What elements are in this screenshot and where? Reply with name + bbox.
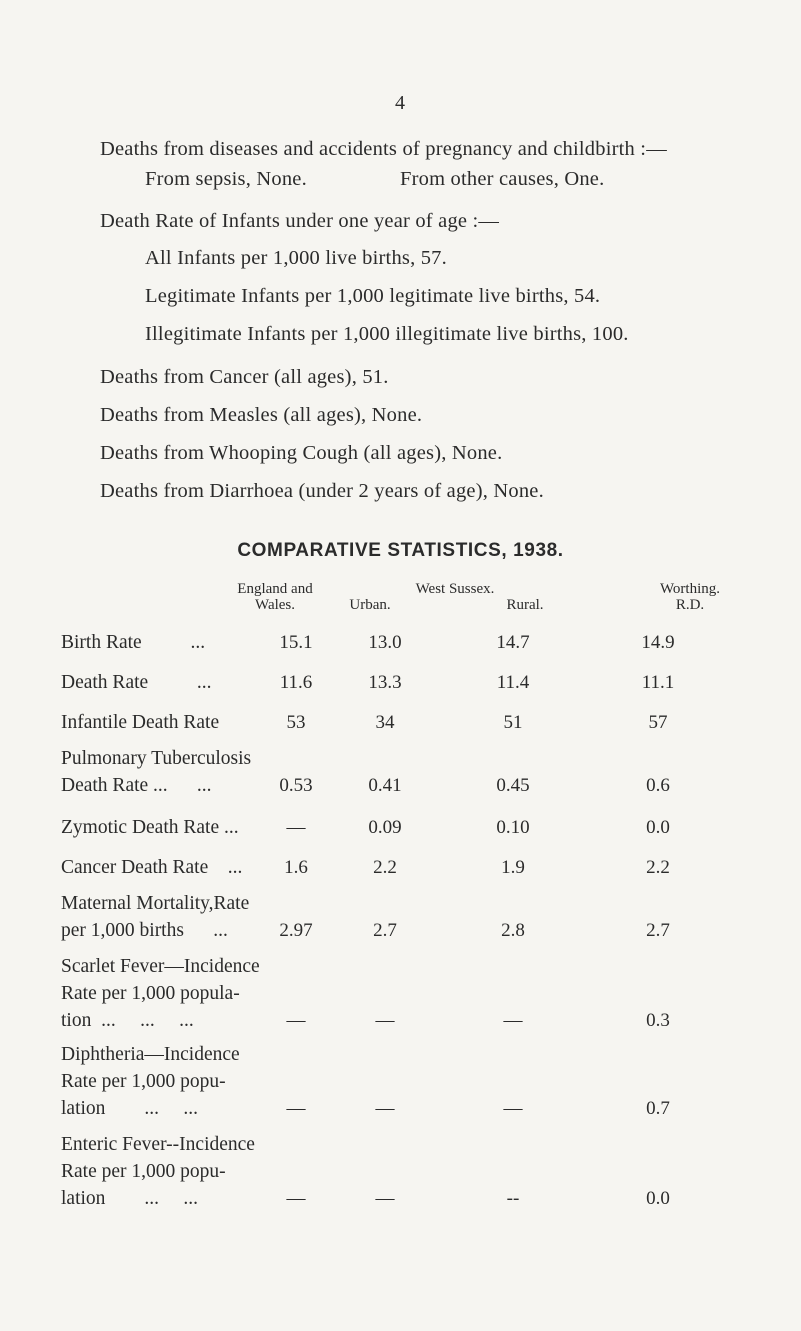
column-header-urban: Urban.: [349, 597, 391, 613]
maternal-deaths-heading: Deaths from diseases and accidents of pregnancy and childbirth :—: [100, 138, 667, 160]
table-row-label: [61, 629, 205, 656]
table-row-label-line: Infantile Death Rate: [61, 712, 220, 733]
maternal-sepsis-text: From sepsis, None.: [145, 168, 307, 190]
table-cell: 53: [286, 712, 306, 733]
whooping-cough-deaths-text: Deaths from Whooping Cough (all ages), None.: [100, 442, 503, 464]
table-row-label: [61, 1131, 255, 1212]
column-header-rural: Rural.: [506, 597, 544, 613]
table-cell: 0.45: [496, 775, 530, 796]
table-cell: 1.9: [501, 857, 525, 878]
table-row-label: [61, 709, 219, 736]
table-cell: 0.09: [368, 817, 402, 838]
table-cell: 0.53: [279, 775, 313, 796]
diarrhoea-deaths-text: Deaths from Diarrhoea (under 2 years of age), None.: [100, 480, 544, 502]
table-title: COMPARATIVE STATISTICS, 1938.: [237, 540, 564, 561]
table-row-label-line: Scarlet Fever—Incidence: [61, 956, 260, 977]
table-row-label-line: tion ... ... ...: [61, 1010, 194, 1031]
table-cell: 57: [648, 712, 668, 733]
infant-all-text: All Infants per 1,000 live births, 57.: [145, 247, 447, 269]
table-cell: 1.6: [284, 857, 308, 878]
column-header-england-line1: England and: [237, 581, 313, 597]
table-cell: 14.9: [641, 632, 675, 653]
table-cell: 0.0: [646, 817, 670, 838]
table-row-label: [61, 814, 239, 841]
table-row-label-line: Rate per 1,000 popu-: [61, 1161, 226, 1182]
measles-deaths-text: Deaths from Measles (all ages), None.: [100, 404, 423, 426]
table-cell: —: [375, 1010, 395, 1031]
table-cell: 11.6: [279, 672, 313, 693]
infant-legitimate-text: Legitimate Infants per 1,000 legitimate live births, 54.: [145, 285, 601, 307]
table-cell: 2.2: [373, 857, 397, 878]
cancer-deaths-text: Deaths from Cancer (all ages), 51.: [100, 366, 389, 388]
table-row-label: [61, 890, 249, 944]
table-cell: —: [375, 1098, 395, 1119]
table-row-label-line: Cancer Death Rate ...: [61, 857, 243, 878]
table-cell: 0.41: [368, 775, 402, 796]
table-row-label-line: Rate per 1,000 popu-: [61, 1071, 226, 1092]
table-cell: 14.7: [496, 632, 530, 653]
table-row-label-line: Enteric Fever--Incidence: [61, 1134, 255, 1155]
table-cell: 11.1: [641, 672, 675, 693]
table-row-label-line: Rate per 1,000 popula-: [61, 983, 240, 1004]
table-row-label-line: Birth Rate ...: [61, 632, 206, 653]
table-cell: —: [286, 817, 306, 838]
table-cell: 15.1: [279, 632, 313, 653]
table-cell: 13.3: [368, 672, 402, 693]
table-row-label-line: lation ... ...: [61, 1098, 199, 1119]
table-row-label-line: Death Rate ... ...: [61, 775, 212, 796]
table-row-label: [61, 854, 242, 881]
infant-illegitimate-text: Illegitimate Infants per 1,000 illegitimate live births, 100.: [145, 323, 629, 345]
table-cell: 2.2: [646, 857, 670, 878]
table-cell: 34: [375, 712, 395, 733]
page-number: 4: [395, 92, 405, 114]
table-cell: 2.8: [501, 920, 525, 941]
table-row-label-line: Zymotic Death Rate ...: [61, 817, 239, 838]
table-cell: 2.7: [373, 920, 397, 941]
column-header-west-sussex: West Sussex.: [415, 581, 495, 597]
table-row-label-line: Maternal Mortality,Rate: [61, 893, 250, 914]
table-cell: 0.3: [646, 1010, 670, 1031]
table-cell: 0.10: [496, 817, 530, 838]
column-header-england-line2: Wales.: [254, 597, 296, 613]
table-row-label-line: per 1,000 births ...: [61, 920, 228, 941]
column-header-worthing-line2: R.D.: [675, 597, 705, 613]
table-row-label: [61, 1041, 240, 1122]
table-cell: —: [375, 1188, 395, 1209]
table-cell: 2.7: [646, 920, 670, 941]
table-cell: 11.4: [496, 672, 530, 693]
maternal-other-text: From other causes, One.: [400, 168, 605, 190]
table-cell: 0.7: [646, 1098, 670, 1119]
table-cell: —: [286, 1098, 306, 1119]
table-cell: 0.6: [646, 775, 670, 796]
table-cell: 0.0: [646, 1188, 670, 1209]
table-cell: 51: [503, 712, 523, 733]
table-row-label-line: Diphtheria—Incidence: [61, 1044, 240, 1065]
column-header-worthing-line1: Worthing.: [659, 581, 721, 597]
table-row-label-line: Death Rate ...: [61, 672, 212, 693]
table-cell: --: [506, 1188, 520, 1209]
table-row-label-line: lation ... ...: [61, 1188, 199, 1209]
table-cell: 2.97: [279, 920, 313, 941]
table-cell: —: [286, 1188, 306, 1209]
table-cell: —: [503, 1098, 523, 1119]
table-row-label-line: Pulmonary Tuberculosis: [61, 748, 252, 769]
table-cell: —: [286, 1010, 306, 1031]
infant-death-rate-heading: Death Rate of Infants under one year of age :—: [100, 210, 500, 232]
table-cell: —: [503, 1010, 523, 1031]
table-row-label: [61, 745, 251, 799]
table-row-label: [61, 953, 260, 1034]
table-cell: 13.0: [368, 632, 402, 653]
table-row-label: [61, 669, 212, 696]
